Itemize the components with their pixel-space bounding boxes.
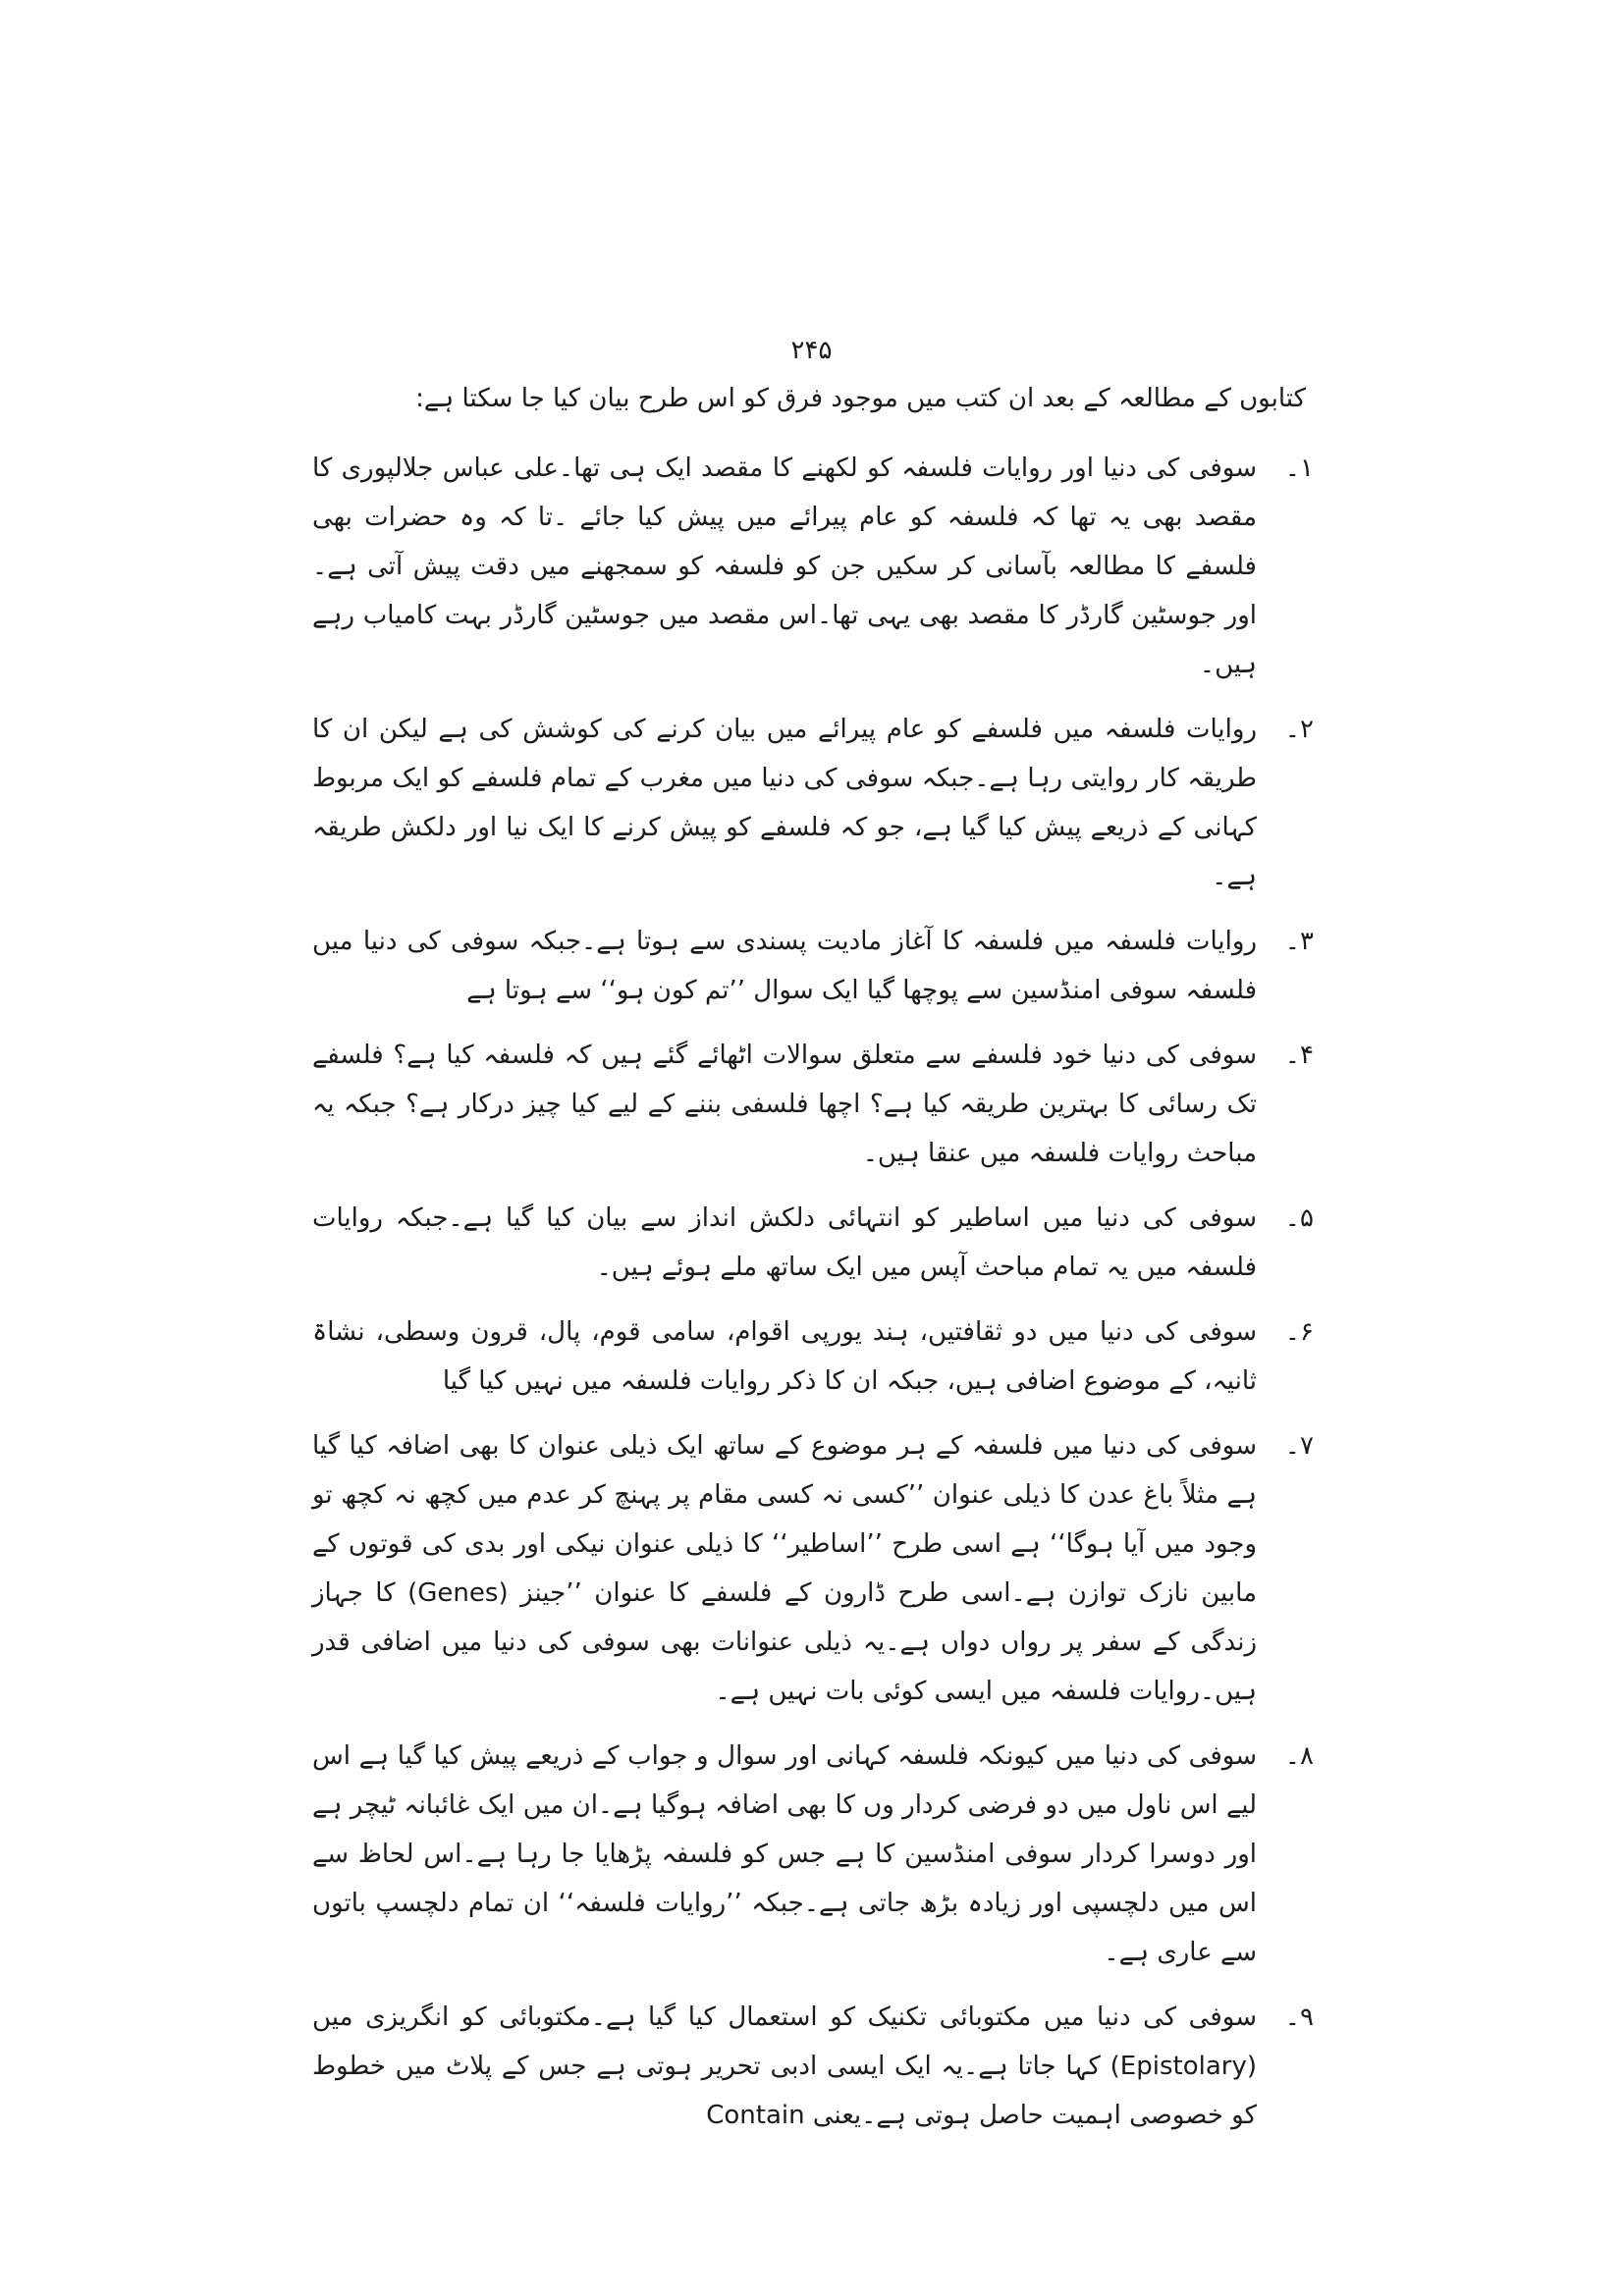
item-number: ۸۔ [1284,1741,1314,1771]
item-text: سوفی کی دنیا میں دو ثقافتیں، ہند یورپی اقوام، سامی قوم، پال، قرون وسطی، نشاۃ ثانیہ، کے موضوع اضافی ہیں، جبکہ ان کا ذکر روایات فلسفہ میں نہیں کیا گیا [312,1317,1257,1396]
numbered-list [312,444,1314,2156]
list-item [312,917,1314,1015]
list-item [312,444,1314,689]
list-item [312,1993,1314,2140]
list-item [312,1732,1314,1977]
item-text: سوفی کی دنیا خود فلسفے سے متعلق سوالات اٹھائے گئے ہیں کہ فلسفہ کیا ہے؟ فلسفے تک رسائی کا بہترین طریقہ کیا ہے؟ اچھا فلسفی بننے کے لیے کیا چیز درکار ہے؟ جبکہ یہ مباحث روایات فلسفہ میں عنقا ہیں۔ [312,1041,1257,1168]
intro-paragraph: کتابوں کے مطالعہ کے بعد ان کتب میں موجود فرق کو اس طرح بیان کیا جا سکتا ہے: [415,384,1306,413]
item-text: سوفی کی دنیا میں اساطیر کو انتہائی دلکش انداز سے بیان کیا گیا ہے۔جبکہ روایات فلسفہ میں یہ تمام مباحث آپس میں ایک ساتھ ملے ہوئے ہیں۔ [312,1203,1257,1282]
list-item [312,1421,1314,1716]
item-number: ۴۔ [1284,1041,1314,1070]
item-number: ۶۔ [1284,1317,1314,1347]
item-number: ۷۔ [1284,1431,1314,1461]
list-item [312,705,1314,901]
item-number: ۹۔ [1284,2002,1314,2032]
item-text: سوفی کی دنیا میں فلسفہ کے ہر موضوع کے ساتھ ایک ذیلی عنوان کا بھی اضافہ کیا گیا ہے مثلاً باغ عدن کا ذیلی عنوان ’’کسی نہ کسی مقام پر پہنچ کر عدم میں کچھ نہ کچھ تو وجود میں آیا ہوگا‘‘ ہے اسی طرح ’’اساطیر‘‘ کا ذیلی عنوان نیکی اور بدی کی قوتوں کے مابین نازک توازن ہے۔اسی طرح ڈارون کے فلسفے کا عنوان ’’جینز (Genes) کا جہاز زندگی کے سفر پر رواں دواں ہے۔یہ ذیلی عنوانات بھی سوفی کی دنیا میں اضافی قدر ہیں۔روایات فلسفہ میں ایسی کوئی بات نہیں ہے۔ [312,1431,1257,1706]
item-text: سوفی کی دنیا اور روایات فلسفہ کو لکھنے کا مقصد ایک ہی تھا۔علی عباس جلالپوری کا مقصد بھی یہ تھا کہ فلسفہ کو عام پیرائے میں پیش کیا جائے ۔تا کہ وہ حضرات بھی فلسفے کا مطالعہ بآسانی کر سکیں جن کو فلسفہ کو سمجھنے میں دقت پیش آتی ہے۔اور جوسٹین گارڈر کا مقصد بھی یہی تھا۔اس مقصد میں جوسٹین گارڈر بہت کامیاب رہے ہیں۔ [312,454,1257,679]
page-number: ۲۴۵ [790,336,833,365]
item-number: ۲۔ [1284,715,1314,744]
item-number: ۱۔ [1284,454,1314,483]
item-text: سوفی کی دنیا میں کیونکہ فلسفہ کہانی اور سوال و جواب کے ذریعے پیش کیا گیا ہے اس لیے اس ناول میں دو فرضی کردار وں کا بھی اضافہ ہوگیا ہے۔ان میں ایک غائبانہ ٹیچر ہے اور دوسرا کردار سوفی امنڈسین کا ہے جس کو فلسفہ پڑھایا جا رہا ہے۔اس لحاظ سے اس میں دلچسپی اور زیادہ بڑھ جاتی ہے۔جبکہ ’’روایات فلسفہ‘‘ ان تمام دلچسپ باتوں سے عاری ہے۔ [312,1741,1257,1967]
item-text: روایات فلسفہ میں فلسفے کو عام پیرائے میں بیان کرنے کی کوشش کی ہے لیکن ان کا طریقہ کار روایتی رہا ہے۔جبکہ سوفی کی دنیا میں مغرب کے تمام فلسفے کو ایک مربوط کہانی کے ذریعے پیش کیا گیا ہے، جو کہ فلسفے کو پیش کرنے کا ایک نیا اور دلکش طریقہ ہے۔ [312,715,1257,891]
item-text: سوفی کی دنیا میں مکتوبائی تکنیک کو استعمال کیا گیا ہے۔مکتوبائی کو انگریزی میں (Epistolary) کہا جاتا ہے۔یہ ایک ایسی ادبی تحریر ہوتی ہے جس کے پلاٹ میں خطوط کو خصوصی اہمیت حاصل ہوتی ہے۔یعنی Contain [312,2002,1257,2130]
list-item [312,1031,1314,1178]
item-number: ۵۔ [1284,1203,1314,1233]
item-number: ۳۔ [1284,927,1314,956]
list-item [312,1308,1314,1406]
item-text: روایات فلسفہ میں فلسفہ کا آغاز مادیت پسندی سے ہوتا ہے۔جبکہ سوفی کی دنیا میں فلسفہ سوفی امنڈسین سے پوچھا گیا ایک سوال ’’تم کون ہو‘‘ سے ہوتا ہے [312,927,1257,1005]
list-item [312,1194,1314,1292]
